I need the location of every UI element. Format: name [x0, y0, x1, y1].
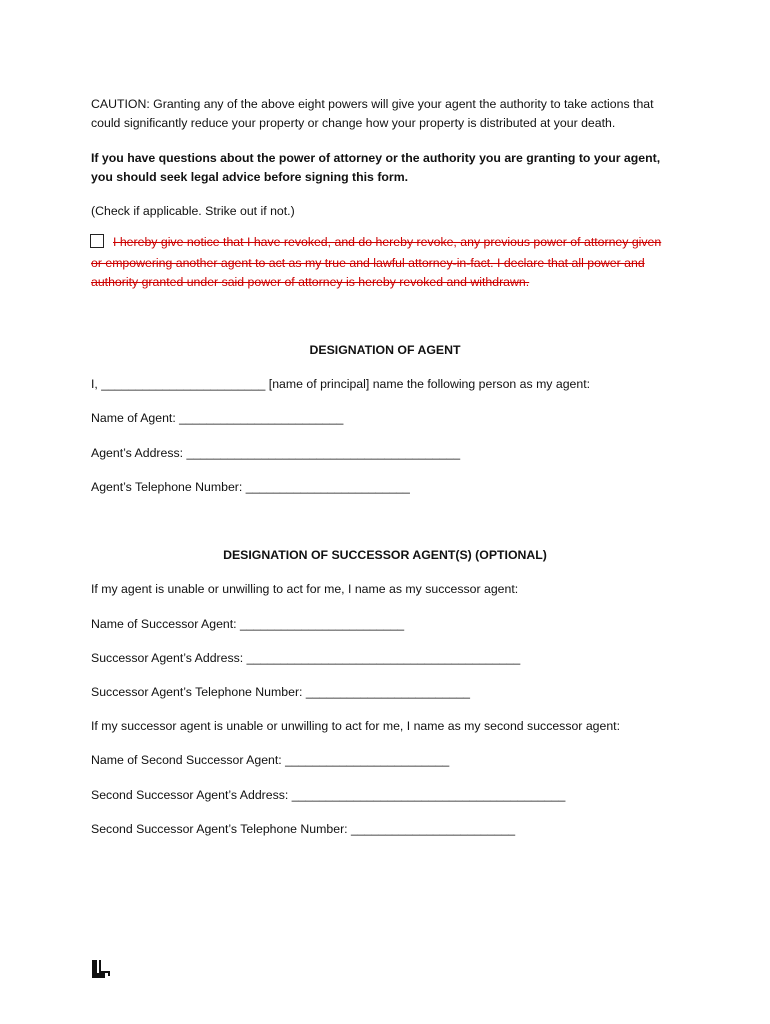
- second-successor-address-line: Second Successor Agent’s Address: ________________________________________: [91, 788, 566, 802]
- advice-line-2: you should seek legal advice before signing this form.: [91, 170, 409, 184]
- second-successor-intro: If my successor agent is unable or unwilling to act for me, I name as my second successor agent:: [91, 719, 621, 733]
- revocation-line-1: I hereby give notice that I have revoked, and do hereby revoke, any previous power of attorney given: [113, 235, 662, 249]
- second-successor-name-line: Name of Second Successor Agent: ________________________: [91, 753, 450, 767]
- agent-name-line: Name of Agent: ________________________: [91, 411, 344, 425]
- caution-line-2: could significantly reduce your property or change how your property is distributed at your death.: [91, 116, 616, 130]
- advice-line-1: If you have questions about the power of attorney or the authority you are granting to your agent,: [91, 151, 661, 165]
- successor-name-line: Name of Successor Agent: ________________________: [91, 617, 405, 631]
- revocation-line-3: authority granted under said power of attorney is hereby revoked and withdrawn.: [91, 275, 530, 289]
- successor-heading: DESIGNATION OF SUCCESSOR AGENT(S) (OPTIONAL): [223, 548, 547, 562]
- revocation-line-2: or empowering another agent to act as my true and lawful attorney-in-fact. I declare that all power and: [91, 256, 645, 270]
- check-note: (Check if applicable. Strike out if not.): [91, 204, 295, 218]
- agent-phone-line: Agent’s Telephone Number: ________________________: [91, 480, 410, 494]
- agent-address-line: Agent’s Address: ________________________________________: [91, 446, 461, 460]
- principal-line: I, ________________________ [name of principal] name the following person as my agent:: [91, 377, 591, 391]
- revocation-checkbox[interactable]: [90, 234, 104, 248]
- successor-address-line: Successor Agent’s Address: ________________________________________: [91, 651, 521, 665]
- caution-line-1: CAUTION: Granting any of the above eight powers will give your agent the authority to take actions that: [91, 97, 654, 111]
- successor-phone-line: Successor Agent’s Telephone Number: ________________________: [91, 685, 471, 699]
- successor-intro: If my agent is unable or unwilling to act for me, I name as my successor agent:: [91, 582, 519, 596]
- second-successor-phone-line: Second Successor Agent’s Telephone Number: ________________________: [91, 822, 516, 836]
- document-logo-icon: [92, 960, 110, 978]
- designation-heading: DESIGNATION OF AGENT: [309, 343, 461, 357]
